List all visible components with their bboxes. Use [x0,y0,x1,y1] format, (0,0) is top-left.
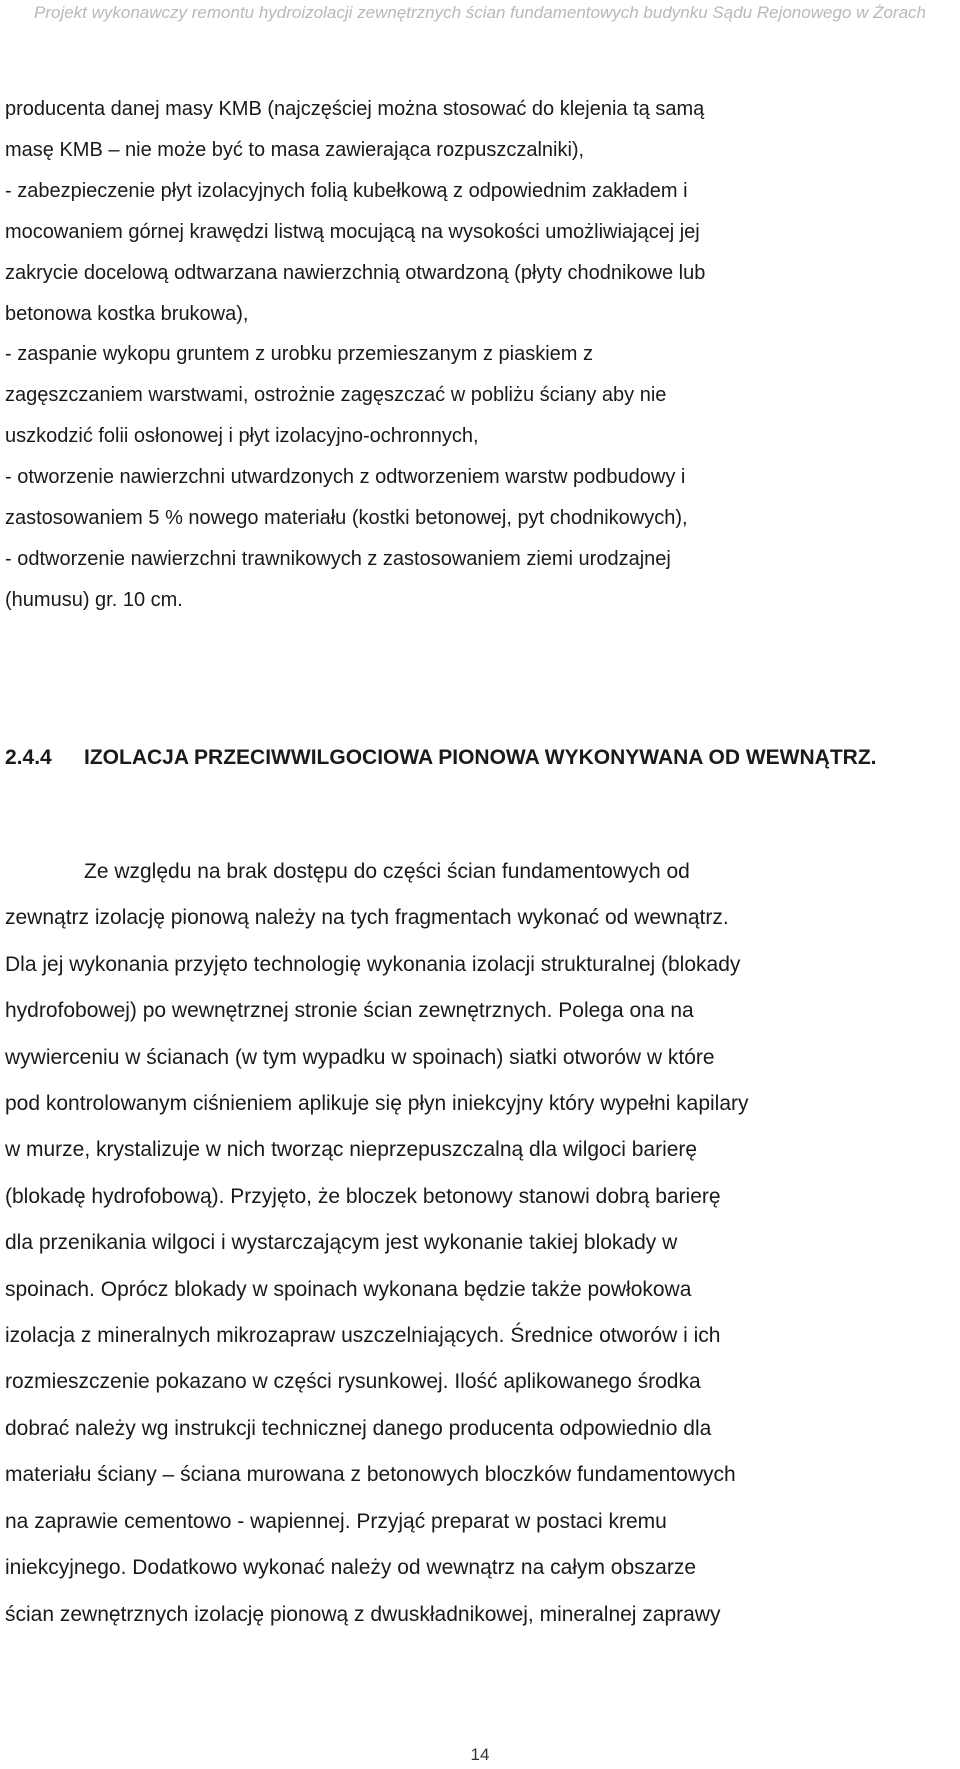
text-line: zakrycie docelową odtwarzana nawierzchnią otwardzoną (płyty chodnikowe lub [5,261,706,284]
section-title: IZOLACJA PRZECIWWILGOCIOWA PIONOWA WYKONYWANA OD WEWNĄTRZ. [84,746,877,769]
text-line: Ze względu na brak dostępu do części ścian fundamentowych od [84,860,690,883]
text-line: - otworzenie nawierzchni utwardzonych z odtworzeniem warstw podbudowy i [5,466,686,489]
text-line: pod kontrolowanym ciśnieniem aplikuje się płyn iniekcyjny który wypełni kapilary [5,1092,749,1116]
section-number: 2.4.4 [5,746,52,769]
text-line: iniekcyjnego. Dodatkowo wykonać należy od wewnątrz na całym obszarze [5,1556,697,1580]
text-line: - zabezpieczenie płyt izolacyjnych folią kubełkową z odpowiednim zakładem i [5,179,688,202]
text-line: ścian zewnętrznych izolację pionową z dwuskładnikowej, mineralnej zaprawy [5,1602,721,1626]
text-line: zewnątrz izolację pionową należy na tych fragmentach wykonać od wewnątrz. [5,906,729,930]
text-line: izolacja z mineralnych mikrozapraw uszczelniających. Średnice otworów i ich [5,1324,721,1348]
text-line: zastosowaniem 5 % nowego materiału (kostki betonowej, pyt chodnikowych), [5,507,688,530]
text-line: spoinach. Oprócz blokady w spoinach wykonana będzie także powłokowa [5,1277,692,1301]
text-line: na zaprawie cementowo - wapiennej. Przyjąć preparat w postaci kremu [5,1509,667,1533]
text-line: uszkodzić folii osłonowej i płyt izolacyjno-ochronnych, [5,425,479,448]
text-line: dla przenikania wilgoci i wystarczającym jest wykonanie takiej blokady w [5,1231,678,1255]
text-line: (humusu) gr. 10 cm. [5,588,183,611]
text-line: mocowaniem górnej krawędzi listwą mocującą na wysokości umożliwiającej jej [5,220,700,243]
paragraph-continuation [5,89,953,621]
text-line: wywierceniu w ścianach (w tym wypadku w spoinach) siatki otworów w które [5,1045,715,1069]
text-line: hydrofobowej) po wewnętrznej stronie ścian zewnętrznych. Polega ona na [5,999,694,1023]
text-line: rozmieszczenie pokazano w części rysunkowej. Ilość aplikowanego środka [5,1370,701,1394]
page-header: Projekt wykonawczy remontu hydroizolacji zewnętrznych ścian fundamentowych budynku Sądu Rejonowego w Żorach [33,3,926,22]
text-line: dobrać należy wg instrukcji technicznej danego producenta odpowiednio dla [5,1416,712,1440]
text-line: betonowa kostka brukowa), [5,302,249,325]
text-line: (blokadę hydrofobową). Przyjęto, że bloczek betonowy stanowi dobrą barierę [5,1184,721,1208]
text-line: masę KMB – nie może być to masa zawierająca rozpuszczalniki), [5,138,585,161]
text-line: - odtworzenie nawierzchni trawnikowych z zastosowaniem ziemi urodzajnej [5,547,671,570]
text-line: - zaspanie wykopu gruntem z urobku przemieszanym z piaskiem z [5,343,594,366]
paragraph-body [5,849,955,1638]
text-line: zagęszczaniem warstwami, ostrożnie zagęszczać w pobliżu ściany aby nie [5,384,667,407]
page-number: 14 [470,1745,490,1764]
text-line: materiału ściany – ściana murowana z betonowych bloczków fundamentowych [5,1463,736,1487]
text-line: producenta danej masy KMB (najczęściej można stosować do klejenia tą samą [5,98,705,120]
text-line: w murze, krystalizuje w nich tworząc nieprzepuszczalną dla wilgoci barierę [5,1138,698,1162]
text-line: Dla jej wykonania przyjęto technologię wykonania izolacji strukturalnej (blokady [5,952,741,976]
